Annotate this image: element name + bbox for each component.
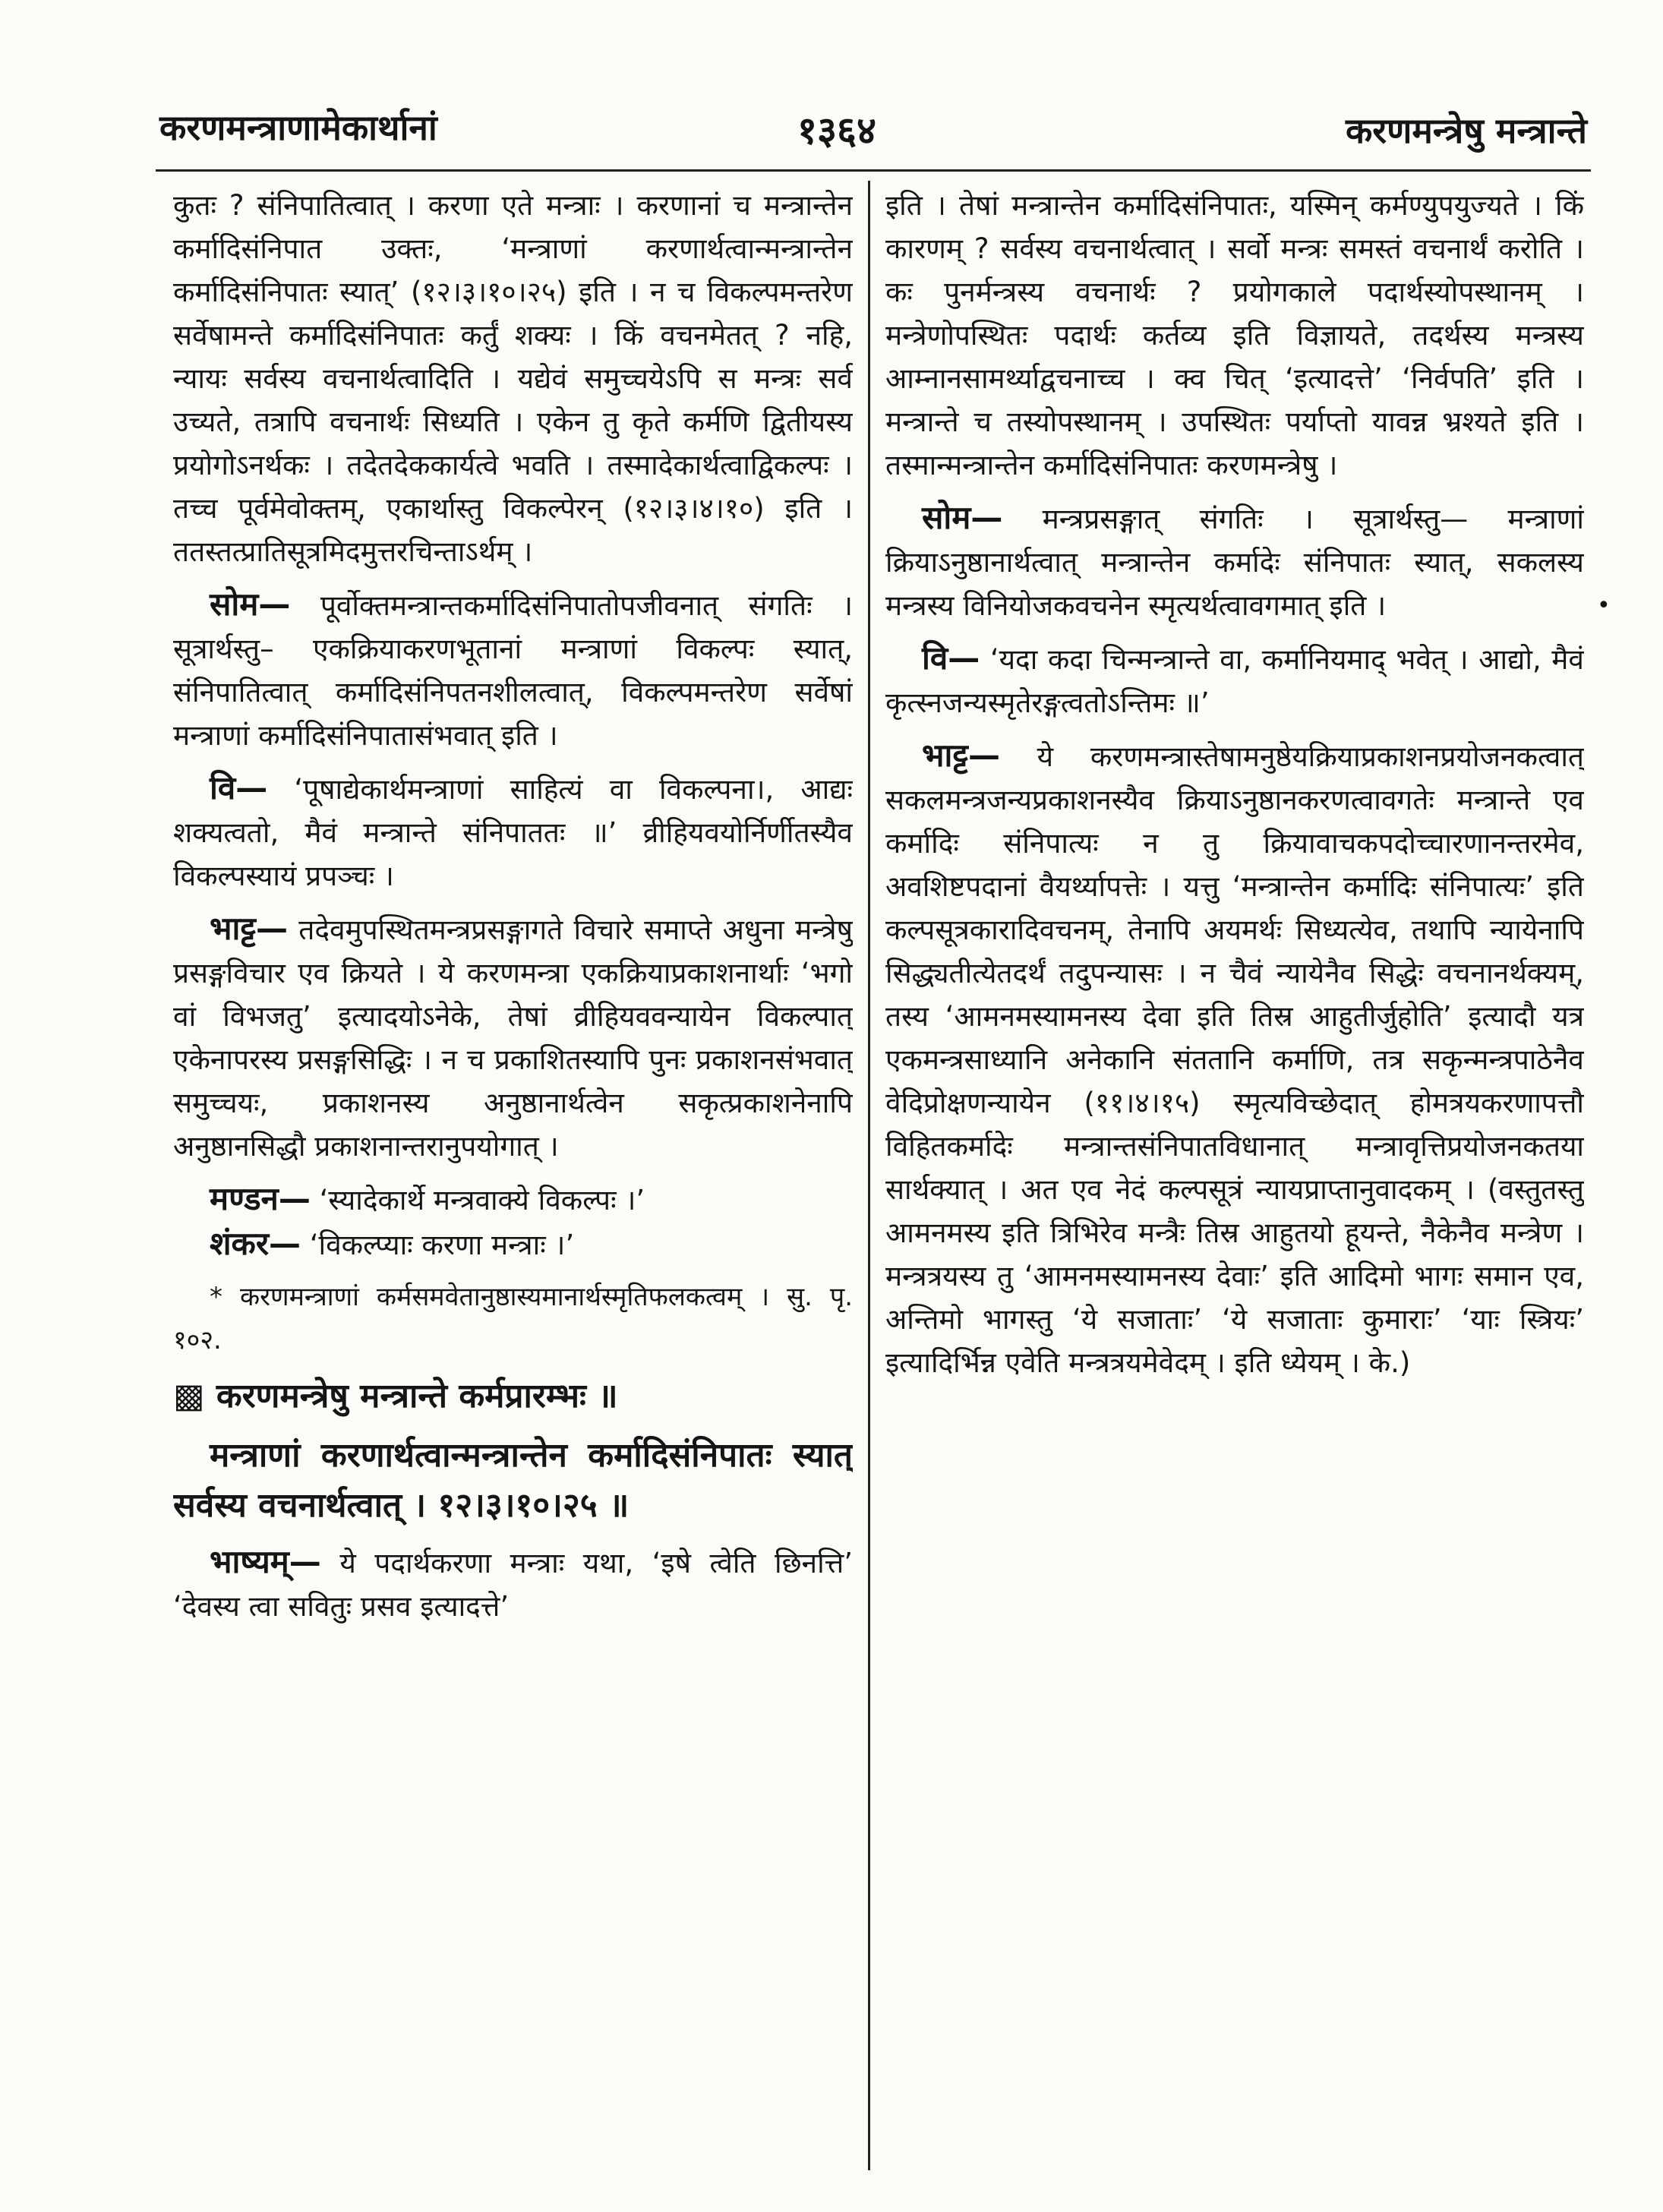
right-bhatta-commentary — [885, 734, 1584, 1384]
left-vi-commentary — [173, 766, 853, 898]
mandana-text: ‘स्यादेकार्थे मन्त्रवाक्ये विकल्पः ।’ — [319, 1184, 645, 1216]
left-column — [173, 184, 853, 2173]
right-som-text: मन्त्रप्रसङ्गात् संगतिः । सूत्रार्थस्तु— मन्त्राणां क्रियाऽनुष्ठानार्थत्वात् मन्त्रान्तेन कर्मादेः संनिपातः स्यात्, सकलस्य मन्त्रस्य विनियोजकवचनेन स्मृत्यर्थत्वावगमात् इति । — [885, 503, 1584, 622]
header-right-title: करणमन्त्रेषु मन्त्रान्ते — [1345, 110, 1587, 151]
shankara-label: शंकर— — [210, 1225, 301, 1262]
right-vi-label: वि— — [922, 639, 980, 677]
bhashya-label: भाष्यम्— — [210, 1543, 321, 1580]
right-paragraph-1: इति । तेषां मन्त्रान्तेन कर्मादिसंनिपातः, यस्मिन् कर्मण्युपयुज्यते । किं कारणम् ? सर्वस्य वचनार्थत्वात् । सर्वो मन्त्रः समस्तं वचनार्थं करोति । कः पुनर्मन्त्रस्य वचनार्थः ? प्रयोगकाले पदार्थस्योपस्थानम् । मन्त्रेणोपस्थितः पदार्थः कर्तव्य इति विज्ञायते, तदर्थस्य मन्त्रस्य आम्नानसामर्थ्याद्वचनाच्च । क्व चित् ‘इत्यादत्ते’ ‘निर्वपति’ इति । मन्त्रान्ते च तस्योपस्थानम् । उपस्थितः पर्याप्तो यावन्न भ्रश्यते इति । तस्मान्मन्त्रान्तेन कर्मादिसंनिपातः करणमन्त्रेषु । — [885, 189, 1584, 481]
bhatta-text: तदेवमुपस्थितमन्त्रप्रसङ्गागते विचारे समाप्ते अधुना मन्त्रेषु प्रसङ्गविचार एव क्रियते । ये करणमन्त्रा एकक्रियाप्रकाशनार्थाः ‘भगो वां विभजतु’ इत्यादयोऽनेके, तेषां व्रीहियववन्यायेन विकल्पात् एकेनापरस्य प्रसङ्गसिद्धिः । न च प्रकाशितस्यापि पुनः प्रकाशनसंभवात् समुच्चयः, प्रकाशनस्य अनुष्ठानार्थत्वेन सकृत्प्रकाशनेनापि अनुष्ठानसिद्धौ प्रकाशनान्तरानुपयोगात् । — [173, 914, 853, 1163]
right-bhatta-label: भाट्ट— — [922, 737, 1000, 774]
header-rule — [156, 169, 1591, 172]
bhashya-text: ये पदार्थकरणा मन्त्राः यथा, ‘इषे त्वेति छिनत्ति’ ‘देवस्य त्वा सवितुः प्रसव इत्यादत्ते’ — [173, 1547, 853, 1623]
mandana-commentary — [173, 1177, 853, 1222]
right-vi-text: ‘यदा कदा चिन्मन्त्रान्ते वा, कर्मानियमाद् भवेत् । आद्यो, मैवं कृत्स्नजन्यस्मृतेरङ्गत्वतोऽन्तिमः ॥’ — [885, 643, 1584, 719]
sutra-text: मन्त्राणां करणार्थत्वान्मन्त्रान्तेन कर्मादिसंनिपातः स्यात् सर्वस्य वचनार्थत्वात् । १२।३।१०।२५ ॥ — [173, 1436, 853, 1525]
shankara-text: ‘विकल्प्याः करणा मन्त्राः ।’ — [309, 1229, 575, 1261]
mandana-label: मण्डन— — [210, 1180, 311, 1217]
right-vi-commentary — [885, 636, 1584, 724]
shankara-commentary — [173, 1222, 853, 1267]
right-som-commentary — [885, 496, 1584, 627]
left-som-commentary — [173, 582, 853, 757]
bhashya-commentary — [173, 1540, 853, 1628]
vi-text: ‘पूषाद्येकार्थमन्त्राणां साहित्यं वा विकल्पना।, आद्यः शक्यत्वतो, मैवं मन्त्रान्ते संनिपाततः ॥’ व्रीहियवयोर्निर्णीतस्यैव विकल्पस्यायं प्रपञ्चः । — [173, 773, 853, 892]
right-som-label: सोम— — [922, 499, 1003, 536]
column-divider — [868, 181, 870, 2170]
right-bhatta-text: ये करणमन्त्रास्तेषामनुष्ठेयक्रियाप्रकाशनप्रयोजनकत्वात् सकलमन्त्रजन्यप्रकाशनस्यैव क्रियाऽनुष्ठानकरणत्वावगतेः मन्त्रान्ते एव कर्मादिः संनिपात्यः न तु क्रियावाचकपदोच्चारणानन्तरमेव, अवशिष्टपदानां वैयर्थ्यापत्तेः । यत्तु ‘मन्त्रान्तेन कर्मादिः संनिपात्यः’ इति कल्पसूत्रकारादिवचनम्, तेनापि अयमर्थः सिध्यत्येव, तथापि न्यायेनापि सिद्ध्यतीत्येतदर्थं तदुपन्यासः । न चैवं न्यायेनैव सिद्धेः वचनानर्थक्यम्, तस्य ‘आमनमस्यामनस्य देवा इति तिस्र आहुतीर्जुहोति’ इत्यादौ यत्र एकमन्त्रसाध्यानि अनेकानि संततानि कर्माणि, तत्र सकृन्मन्त्रपाठेनैव वेदिप्रोक्षणन्यायेन (११।४।१५) स्मृत्यविच्छेदात् होमत्रयकरणापत्तौ विहितकर्मादेः मन्त्रान्तसंनिपातविधानात् मन्त्रावृत्तिप्रयोजनकतया सार्थक्यात् । अत एव नेदं कल्पसूत्रं न्यायप्राप्तानुवादकम् । (वस्तुतस्तु आमनमस्य इति त्रिभिरेव मन्त्रैः तिस्र आहुतयो हूयन्ते, नैकेनैव मन्त्रेण । मन्त्रत्रयस्य तु ‘आमनमस्यामनस्य देवाः’ इति आदिमो भागः समान एव, अन्तिमो भागस्तु ‘ये सजाताः’ ‘ये सजाताः कुमाराः’ ‘याः स्त्रियः’ इत्यादिर्भिन्न एवेति मन्त्रत्रयमेवेदम् । इति ध्येयम् । के.) — [885, 740, 1584, 1379]
vi-label: वि— — [210, 769, 268, 806]
left-bhatta-commentary — [173, 907, 853, 1168]
som-text: पूर्वोक्तमन्त्रान्तकर्मादिसंनिपातोपजीवनात् संगतिः । सूत्रार्थस्तु– एकक्रियाकरणभूतानां मन्त्राणां विकल्पः स्यात्, संनिपातित्वात् कर्मादिसंनिपतनशीलत्वात्, विकल्पमन्तरेण सर्वेषां मन्त्राणां कर्मादिसंनिपातासंभवात् इति । — [173, 589, 853, 752]
page-header — [159, 90, 1587, 166]
adhikarana-title: ▩ करणमन्त्रेषु मन्त्रान्ते कर्मप्रारम्भः ॥ — [173, 1377, 618, 1415]
right-column — [885, 184, 1584, 2173]
left-paragraph-1: कुतः ? संनिपातित्वात् । करणा एते मन्त्राः । करणानां च मन्त्रान्तेन कर्मादिसंनिपात उक्तः, ‘मन्त्राणां करणार्थत्वान्मन्त्रान्तेन कर्मादिसंनिपातः स्यात्’ (१२।३।१०।२५) इति । न च विकल्पमन्तरेण सर्वेषामन्ते कर्मादिसंनिपातः कर्तुं शक्यः । किं वचनमेतत् ? नहि, न्यायः सर्वस्य वचनार्थत्वादिति । यद्येवं समुच्चयेऽपि स मन्त्रः सर्व उच्यते, तत्रापि वचनार्थः सिध्यति । एकेन तु कृते कर्मणि द्वितीयस्य प्रयोगोऽनर्थकः । तदेतदेककार्यत्वे भवति । तस्मादेकार्थत्वाद्विकल्पः । तच्च पूर्वमेवोक्तम्, एकार्थास्तु विकल्पेरन् (१२।३।४।१०) इति । ततस्तत्प्रातिसूत्रमिदमुत्तरचिन्ताऽर्थम् । — [173, 189, 853, 568]
bhatta-label: भाट्ट— — [210, 910, 288, 947]
section-mark-icon: ▩ — [173, 1377, 216, 1415]
margin-dot-icon: • — [1597, 592, 1611, 619]
page-number: १३६४ — [797, 109, 876, 153]
som-label: सोम— — [210, 585, 291, 623]
header-left-title: करणमन्त्राणामेकार्थानां — [159, 107, 437, 148]
footnote: * करणमन्त्राणां कर्मसमवेतानुष्ठास्यमानार्थस्मृतिफलकत्वम् । सु. पृ. १०२. — [173, 1282, 853, 1355]
